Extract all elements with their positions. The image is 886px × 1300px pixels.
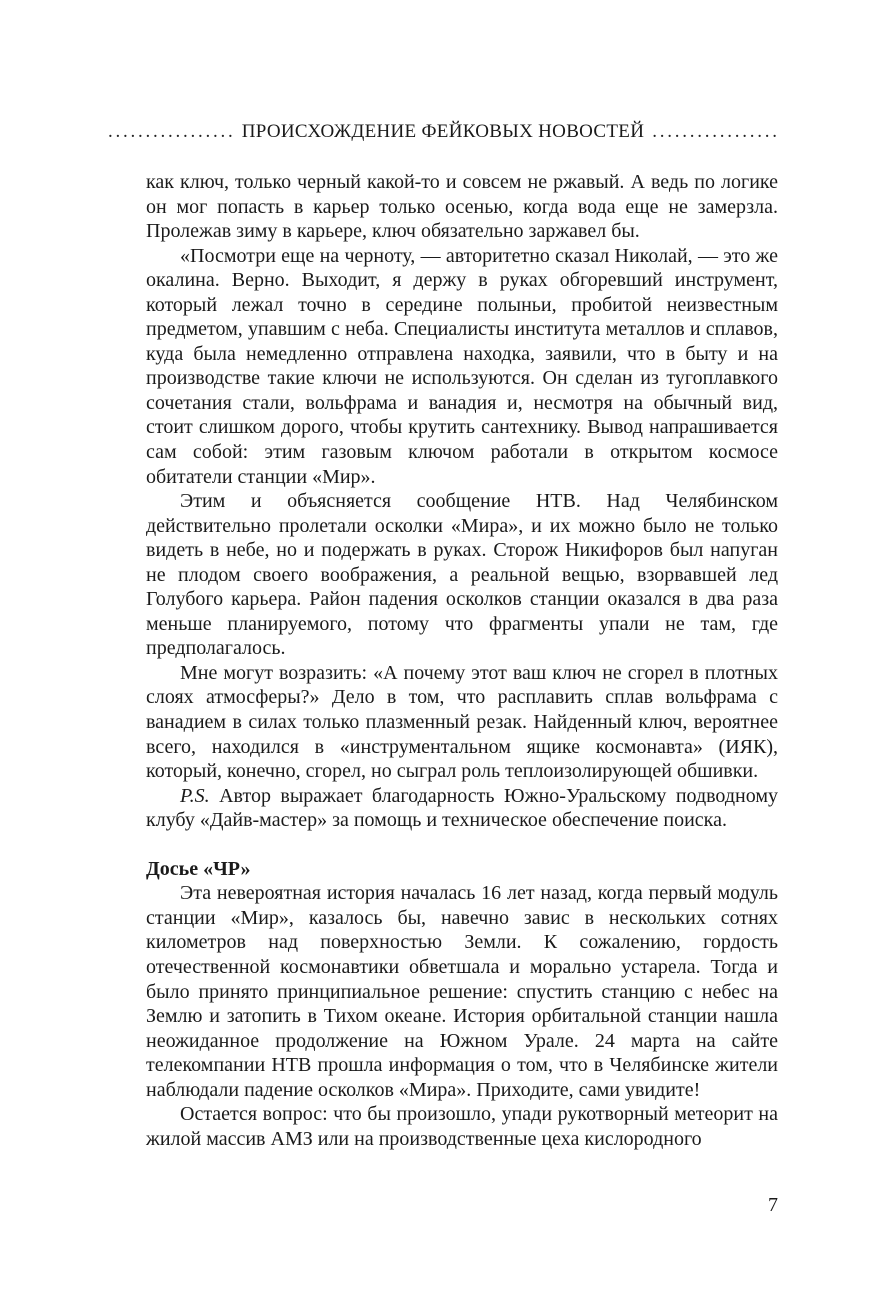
paragraph: Мне могут возразить: «А почему этот ваш ключ не сгорел в плотных слоях атмосферы?» Дело в том, что расплавить сплав вольфрама с ванадием в силах только плазменный резак. Найденный ключ, вероятнее всего, находился в «инструментальном ящике космонавта» (ИЯК), который, конечно, сгорел, но сыграл роль теплоизолирующей обшивки. [146, 661, 778, 783]
section-heading: Досье «ЧР» [146, 857, 251, 880]
paragraph: Этим и объясняется сообщение НТВ. Над Челябинском действительно пролетали осколки «Мира», и их можно было не только видеть в небе, но и подержать в руках. Сторож Никифоров был напуган не плодом своего воображения, а реальной вещью, взорвавшей лед Голубого карьера. Район падения осколков станции оказался в два раза меньше планируемого, потому что фрагменты упали не там, где предполагалось. [146, 490, 778, 660]
postscript-label: P.S. [180, 784, 210, 807]
paragraph: «Посмотри еще на черноту, — авторитетно сказал Николай, — это же окалина. Верно. Выходит, я держу в руках обгоревший инструмент, который лежал точно в середине полыньи, пробитой неизвестным предметом, упавшим с неба. Специалисты института металлов и сплавов, куда была немедленно отправлена находка, заявили, что в быту и на производстве такие ключи не используются. Он сделан из тугоплавкого сочетания стали, вольфрама и ванадия и, несмотря на обычный вид, стоит слишком дорого, чтобы крутить сантехнику. Вывод напрашивается сам собой: этим газовым ключом работали в открытом космосе обитатели станции «Мир». [146, 244, 778, 488]
postscript-text: Автор выражает благодарность Южно-Уральскому подводному клубу «Дайв-мастер» за помощь и техническое обеспечение поиска. [146, 784, 778, 832]
running-head [108, 121, 778, 143]
body-text [146, 170, 778, 1151]
running-title: ПРОИСХОЖДЕНИЕ ФЕЙКОВЫХ НОВОСТЕЙ [241, 121, 645, 142]
paragraph: Эта невероятная история началась 16 лет назад, когда первый модуль станции «Мир», казалось бы, навечно завис в нескольких сотнях километров над поверхностью Земли. К сожалению, гордость отечественной космонавтики обветшала и морально устарела. Тогда и было принято принципиальное решение: спустить станцию с небес на Землю и затопить в Тихом океане. История орбитальной станции нашла неожиданное продолжение на Южном Урале. 24 марта на сайте телекомпании НТВ прошла информация о том, что в Челябинске жители наблюдали падение осколков «Мира». Приходите, сами увидите! [146, 882, 778, 1101]
leader-dots-left [108, 121, 234, 143]
paragraph-continued: как ключ, только черный какой-то и совсем не ржавый. А ведь по логике он мог попасть в карьер только осенью, когда вода еще не замерзла. Пролежав зиму в карьере, ключ обязательно заржавел бы. [146, 171, 778, 243]
page-number: 7 [768, 1194, 778, 1216]
leader-dots-right [652, 121, 778, 143]
postscript-paragraph [146, 784, 778, 833]
paragraph: Остается вопрос: что бы произошло, упади рукотворный метеорит на жилой массив АМЗ или на производственные цеха кислородного [146, 1103, 778, 1150]
